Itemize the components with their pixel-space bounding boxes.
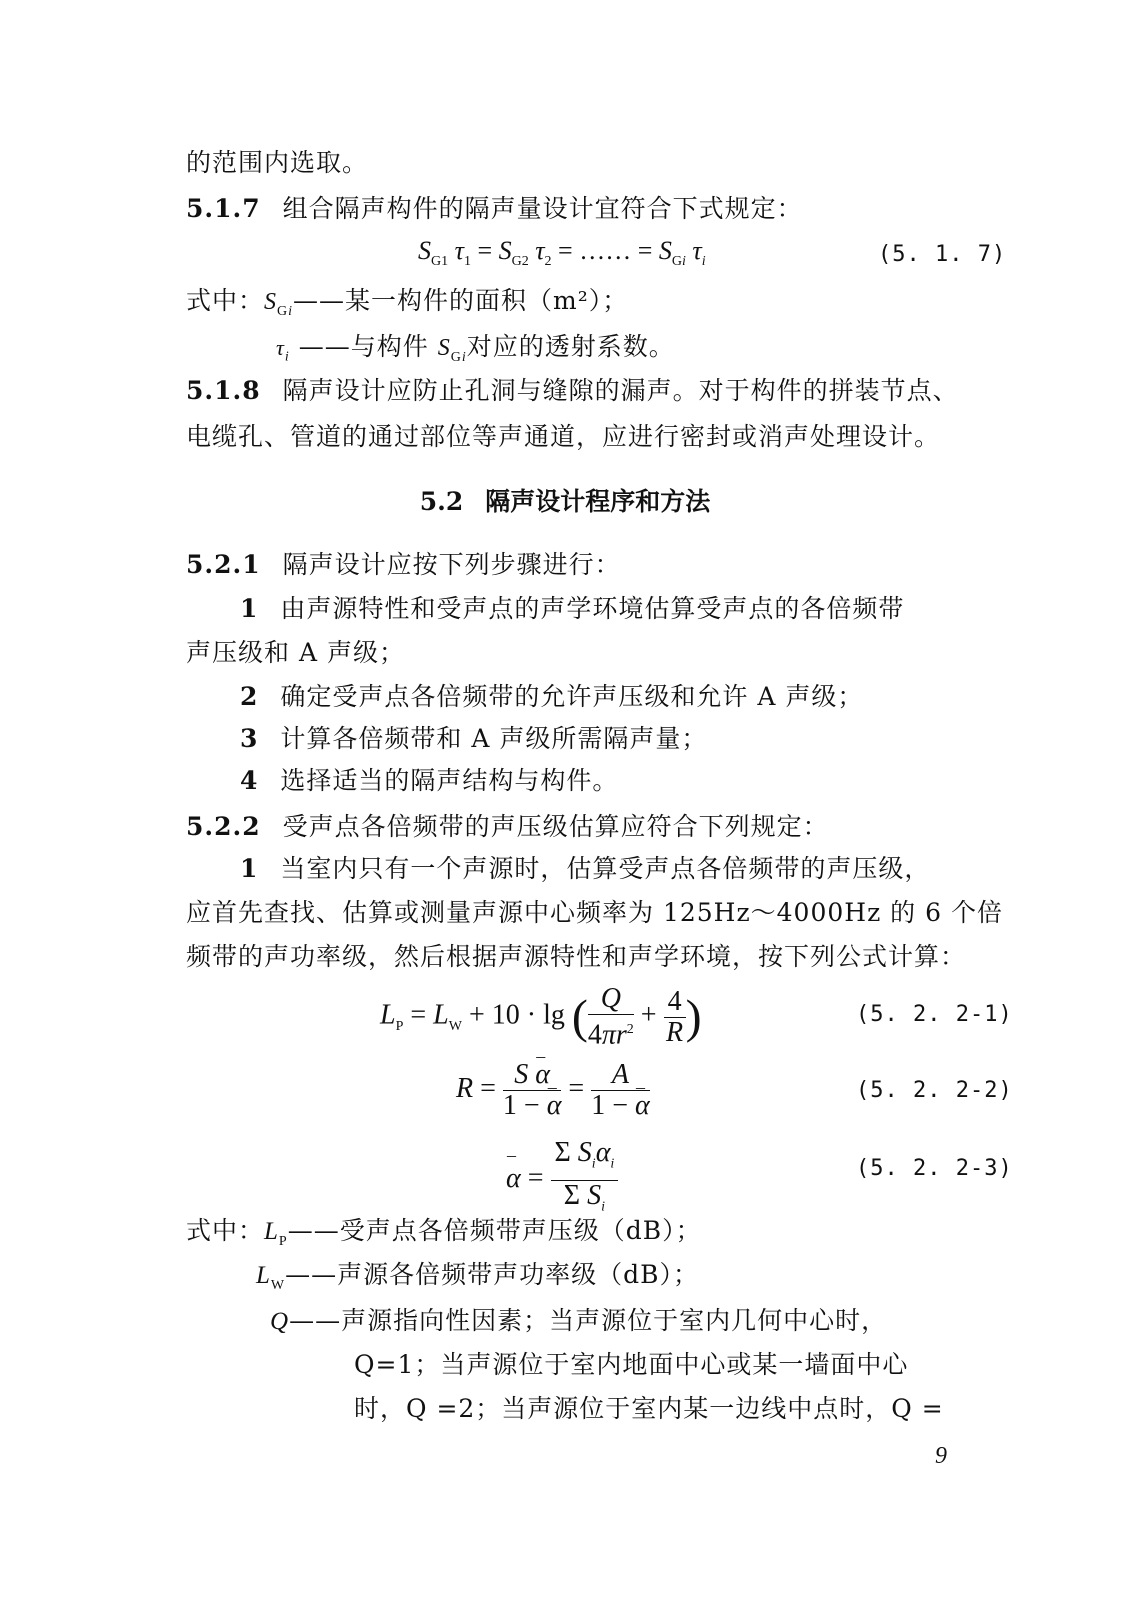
text-line: 的范围内选取。 xyxy=(186,148,369,177)
clause-text: 隔声设计应防止孔洞与缝隙的漏声。对于构件的拼装节点、 xyxy=(282,376,959,405)
clause-number: 5.2.1 xyxy=(186,550,261,579)
where-text: ——受声点各倍频带声压级（dB）； xyxy=(287,1216,702,1245)
item-number: 1 xyxy=(240,854,259,883)
clause-text: 受声点各倍频带的声压级估算应符合下列规定： xyxy=(282,812,829,841)
where-text: ——某一构件的面积（m²）； xyxy=(293,286,629,315)
clause-text: 组合隔声构件的隔声量设计宜符合下式规定： xyxy=(282,194,803,223)
clause-5-1-8 xyxy=(186,374,959,408)
item-number: 1 xyxy=(240,594,259,623)
where-text: ——与构件 xyxy=(298,332,429,361)
formula-5-1-7: $S_{G1}$ $\tau_1 = S_{G2}$ $\tau_2$ = …… = $S_{Gi}$ $\tau_i$ xyxy=(418,236,706,270)
item-text: 当室内只有一个声源时，估算受声点各倍频带的声压级， xyxy=(280,854,931,883)
list-item xyxy=(240,592,904,626)
where-label: 式中： xyxy=(186,1216,265,1245)
where-line: Q——声源指向性因素；当声源位于室内几何中心时， xyxy=(270,1306,888,1335)
clause-5-2-1 xyxy=(186,548,621,582)
where-line: $\tau_i$ ——与构件 $S_{Gi}$对应的透射系数。 xyxy=(276,332,675,365)
page-number: 9 xyxy=(935,1443,947,1469)
where-text: ——声源指向性因素；当声源位于室内几何中心时， xyxy=(289,1306,888,1335)
clause-5-1-7 xyxy=(186,192,803,226)
list-item xyxy=(240,852,930,886)
clause-text: 隔声设计应按下列步骤进行： xyxy=(282,550,621,579)
where-line: 式中：$S_{Gi}——$某一构件的面积（m²）； xyxy=(186,286,629,319)
text-line: 频带的声功率级，然后根据声源特性和声学环境，按下列公式计算： xyxy=(186,942,967,971)
list-item xyxy=(240,722,707,756)
where-text: 对应的透射系数。 xyxy=(466,332,675,361)
clause-number: 5.2.2 xyxy=(186,812,261,841)
item-text: 选择适当的隔声结构与构件。 xyxy=(280,766,619,795)
text-line: 应首先查找、估算或测量声源中心频率为 125Hz～4000Hz 的 6 个倍 xyxy=(186,898,1003,927)
item-text: 计算各倍频带和 A 声级所需隔声量； xyxy=(280,724,708,753)
item-number: 4 xyxy=(240,766,259,795)
text-line: 时，Q =2；当声源位于室内某一边线中点时，Q = xyxy=(354,1394,944,1423)
text-line: Q=1；当声源位于室内地面中心或某一墙面中心 xyxy=(354,1350,909,1379)
equation-number: (5. 2. 2-2) xyxy=(856,1078,1013,1103)
section-heading xyxy=(0,482,1130,518)
clause-number: 5.1.8 xyxy=(186,376,261,405)
where-line: 式中：$L_P——$受声点各倍频带声压级（dB）； xyxy=(186,1216,702,1249)
text-line: 电缆孔、管道的通过部位等声通道，应进行密封或消声处理设计。 xyxy=(186,422,941,451)
where-line: $L_W——$声源各倍频带声功率级（dB）； xyxy=(256,1260,700,1293)
text-line: 声压级和 A 声级； xyxy=(186,638,405,667)
list-item xyxy=(240,680,863,714)
equation-number: (5. 2. 2-3) xyxy=(856,1156,1013,1181)
item-text: 由声源特性和受声点的声学环境估算受声点的各倍频带 xyxy=(280,594,905,623)
item-text: 确定受声点各倍频带的允许声压级和允许 A 声级； xyxy=(280,682,864,711)
formula-5-2-2-2: R = $\frac{S - \alpha}{1 - - \alpha}$ = $\frac{A}{1 - - \alpha}$ xyxy=(456,1060,650,1121)
item-number: 2 xyxy=(240,682,259,711)
section-title: 隔声设计程序和方法 xyxy=(485,487,711,516)
item-number: 3 xyxy=(240,724,259,753)
formula-5-2-2-3: – α = $\frac{\Sigma S_i\alpha_i}{\Sigma S_i}$ xyxy=(506,1138,618,1222)
where-text: ——声源各倍频带声功率级（dB）； xyxy=(285,1260,700,1289)
where-label: 式中： xyxy=(186,286,265,315)
clause-number: 5.1.7 xyxy=(186,194,261,223)
formula-5-2-2-1: $L_P = L_W + 10 \cdot \lg$ ( $\frac{Q}{4\pi r^2}$ + $\frac{4}{R}$ ) xyxy=(380,983,702,1051)
section-number: 5.2 xyxy=(419,487,464,516)
clause-5-2-2 xyxy=(186,810,829,844)
equation-number: (5. 2. 2-1) xyxy=(856,1002,1013,1027)
equation-number: (5. 1. 7) xyxy=(878,242,1007,267)
list-item xyxy=(240,764,618,798)
